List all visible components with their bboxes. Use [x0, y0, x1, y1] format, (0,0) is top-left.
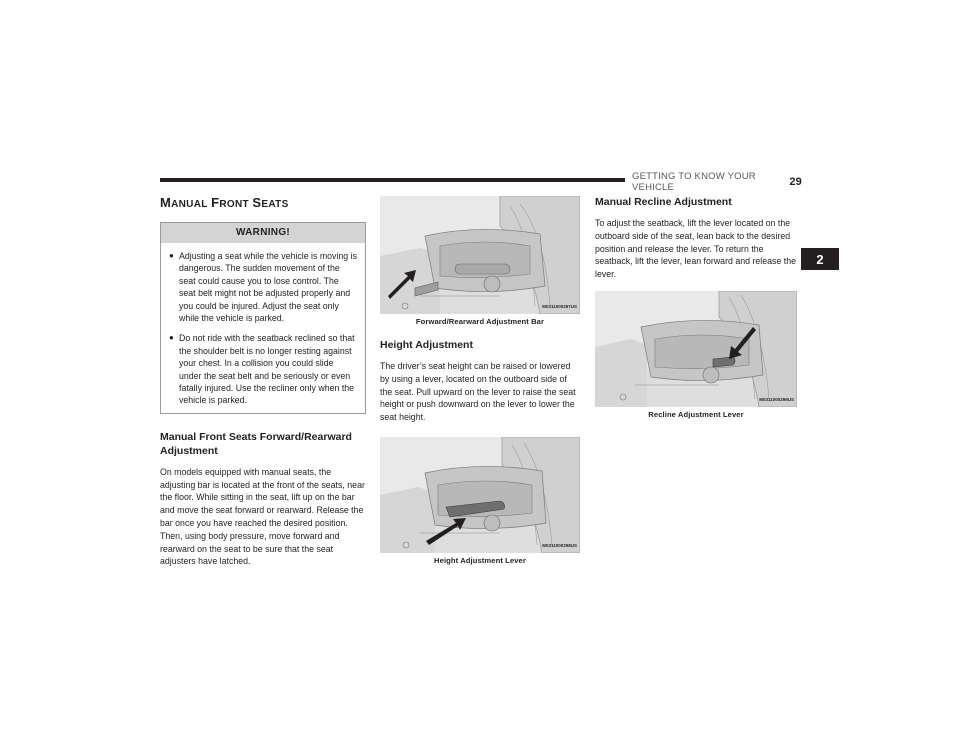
- body-height-adjustment: The driver’s seat height can be raised or lowered by using a lever, located on the outboard side of the seat. Pull upward on the lever to raise the seat height or push downward on the lever to lower the seat height.: [380, 361, 576, 423]
- body-recline: To adjust the seatback, lift the lever located on the outboard side of the seat, lean back to the desired position and release the lever. To return the seatback, lift the lever, lean forward and release the lever.: [595, 218, 796, 280]
- caption-height-lever: Height Adjustment Lever: [434, 555, 526, 565]
- figure-code: M0311000298US: [542, 542, 577, 548]
- warning-item-text: Adjusting a seat while the vehicle is moving is dangerous. The sudden movement of the seat could cause you to lose control. The seat belt might not be adjusted properly and you could be injured. Adjust the seat only while the vehicle is parked.: [179, 251, 357, 324]
- running-head-section: GETTING TO KNOW YOUR VEHICLE: [632, 171, 756, 193]
- warning-item: [169, 250, 357, 324]
- figure-height-lever: [380, 437, 580, 553]
- warning-box: [160, 222, 366, 414]
- column-2: [380, 196, 580, 565]
- title-letter-s: S: [252, 195, 262, 210]
- subhead-forward-rearward: Manual Front Seats Forward/Rearward Adjustment: [160, 430, 352, 457]
- subhead-recline: Manual Recline Adjustment: [595, 196, 732, 208]
- seat-illustration-recline: [595, 291, 797, 407]
- warning-title: WARNING!: [161, 223, 365, 243]
- title-word-seats: EATS: [261, 199, 289, 210]
- body-forward-rearward: On models equipped with manual seats, the adjusting bar is located at the front of the seats, near the floor. While sitting in the seat, lift up on the bar and move the seat forward or rearward. Release the bar once you have reached the desired position. Then, using body pressure, move forward and rearward on the seat to be sure that the seat adjusters have latched.: [160, 466, 365, 567]
- figure-code: M0311000299US: [759, 396, 794, 402]
- header-rule: [160, 178, 625, 182]
- title-letter-f: F: [211, 195, 220, 210]
- bullet-icon: ●: [169, 333, 174, 343]
- caption-recline-lever: Recline Adjustment Lever: [648, 409, 744, 419]
- chapter-tab: 2: [801, 248, 839, 270]
- caption-forward-rearward-bar: Forward/Rearward Adjustment Bar: [415, 317, 545, 326]
- bullet-icon: ●: [169, 251, 174, 260]
- column-3: [595, 196, 797, 419]
- seat-illustration-bar: [380, 196, 580, 314]
- page-number: 29: [789, 176, 802, 188]
- title-word-front: RONT: [219, 199, 249, 210]
- subhead-height-adjustment: Height Adjustment: [380, 339, 473, 351]
- seat-illustration-height: [380, 437, 580, 553]
- section-title: [160, 196, 366, 212]
- figure-code: M0311000297US: [542, 304, 577, 309]
- warning-item-text: Do not ride with the seatback reclined so that the shoulder belt is no longer resting against your chest. In a collision you could slide under the seat belt and be seriously or even fatally injured. Use the recliner only when the vehicle is parked.: [179, 333, 355, 406]
- title-word-manual: ANUAL: [171, 199, 208, 210]
- figure-forward-rearward-bar: [380, 196, 580, 314]
- warning-item: [169, 332, 357, 406]
- running-head: [632, 171, 802, 193]
- column-1: [160, 196, 366, 568]
- title-letter-m: M: [160, 195, 172, 210]
- warning-list: [161, 243, 365, 413]
- figure-recline-lever: [595, 291, 797, 407]
